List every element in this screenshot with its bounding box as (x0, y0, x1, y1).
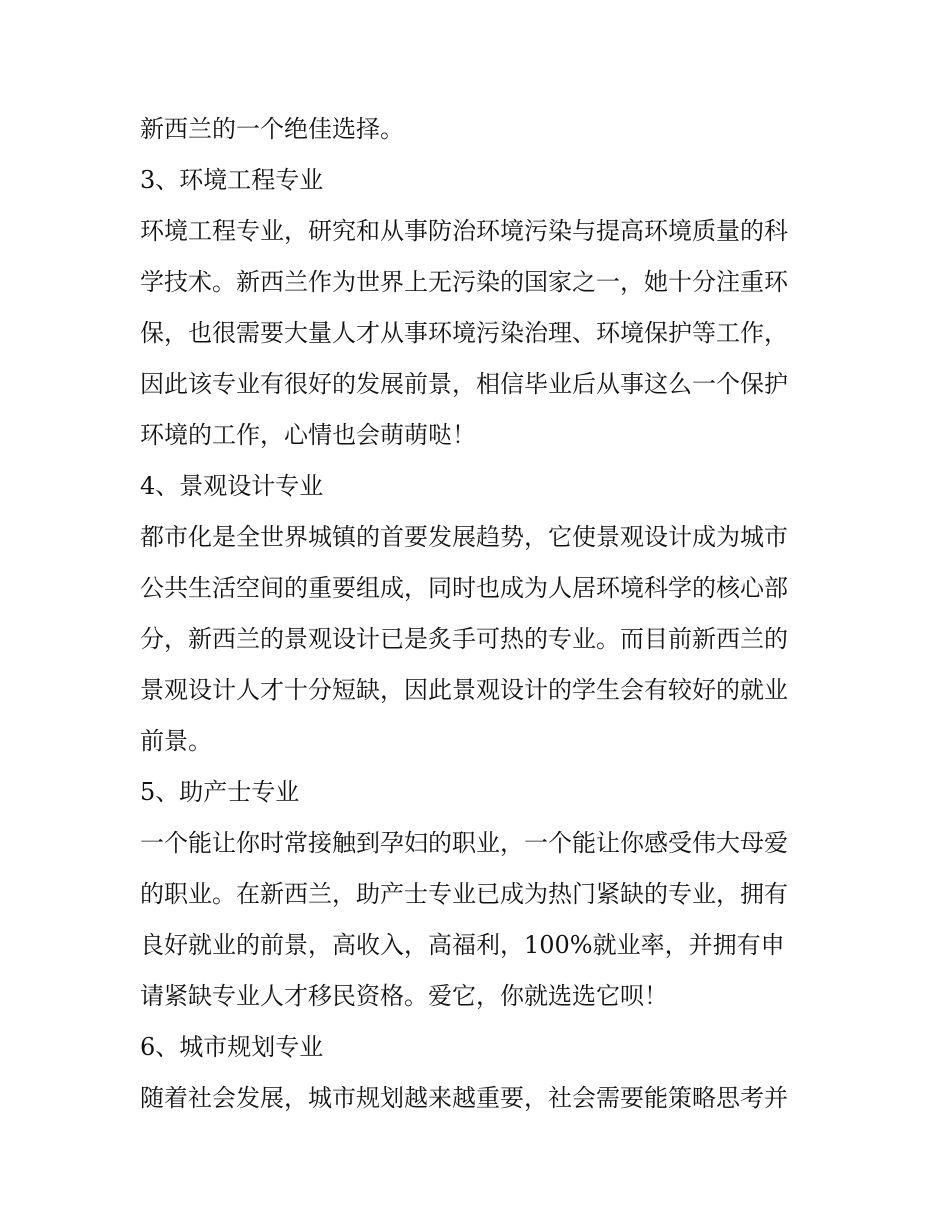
section-heading-urban-planning: 6、城市规划专业 (140, 1033, 324, 1061)
paragraph-line: 请紧缺专业人才移民资格。爱它，你就选选它呗！ (140, 982, 668, 1010)
paragraph-line: 保，也很需要大量人才从事环境污染治理、环境保护等工作， (140, 319, 788, 347)
paragraph-line: 一个能让你时常接触到孕妇的职业，一个能让你感受伟大母爱 (140, 829, 788, 857)
paragraph-line: 的职业。在新西兰，助产士专业已成为热门紧缺的专业，拥有 (140, 880, 788, 908)
paragraph-line: 都市化是全世界城镇的首要发展趋势，它使景观设计成为城市 (140, 523, 788, 551)
section-heading-landscape-design: 4、景观设计专业 (140, 472, 324, 500)
paragraph-line: 公共生活空间的重要组成，同时也成为人居环境科学的核心部 (140, 574, 788, 602)
paragraph-line: 环境工程专业，研究和从事防治环境污染与提高环境质量的科 (140, 217, 788, 245)
document-body (140, 104, 820, 1124)
paragraph-line: 新西兰的一个绝佳选择。 (140, 115, 404, 143)
paragraph-line: 分，新西兰的景观设计已是炙手可热的专业。而目前新西兰的 (140, 625, 788, 653)
section-heading-environmental-engineering: 3、环境工程专业 (140, 166, 324, 194)
paragraph-line: 景观设计人才十分短缺，因此景观设计的学生会有较好的就业 (140, 676, 788, 704)
paragraph-line: 前景。 (140, 727, 212, 755)
paragraph-line: 学技术。新西兰作为世界上无污染的国家之一，她十分注重环 (140, 268, 788, 296)
section-heading-midwifery: 5、助产士专业 (140, 778, 300, 806)
paragraph-line: 良好就业的前景，高收入，高福利，100%就业率，并拥有申 (140, 931, 785, 959)
paragraph-line: 因此该专业有很好的发展前景，相信毕业后从事这么一个保护 (140, 370, 788, 398)
paragraph-line: 环境的工作，心情也会萌萌哒！ (140, 421, 476, 449)
paragraph-line: 随着社会发展，城市规划越来越重要，社会需要能策略思考并 (140, 1084, 788, 1112)
